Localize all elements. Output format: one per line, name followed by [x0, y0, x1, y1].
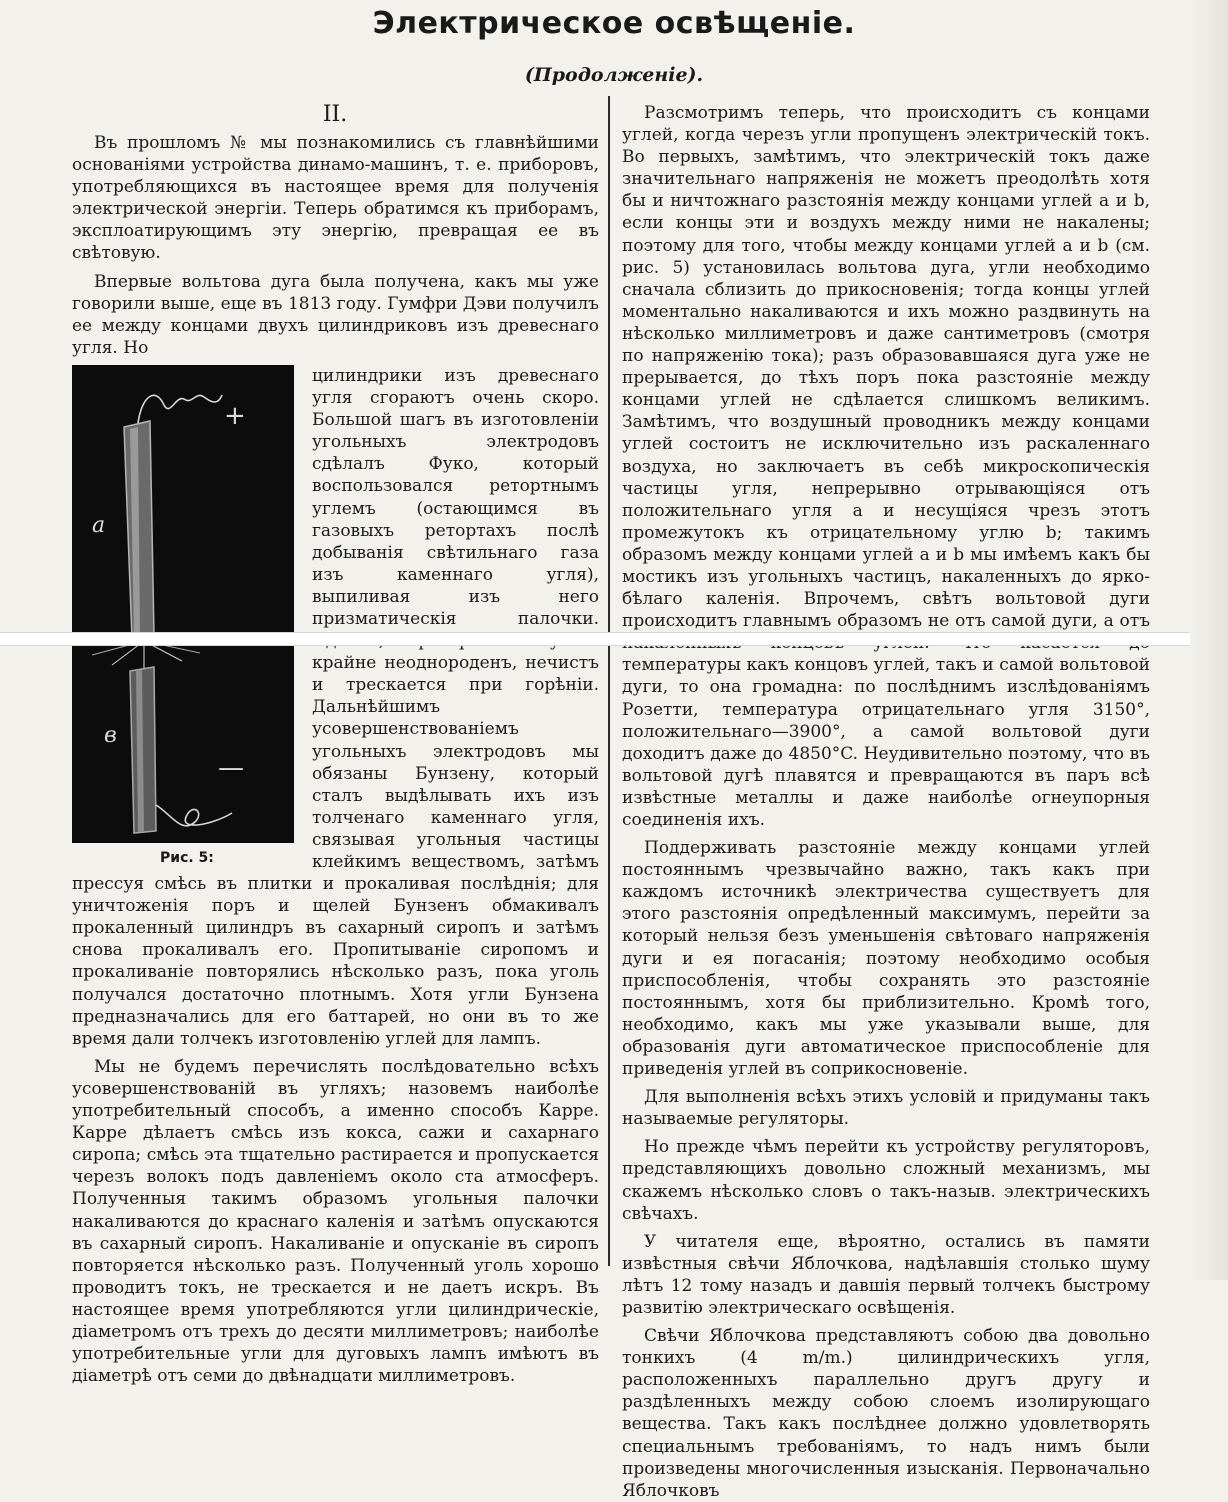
right-paragraph-4: Но прежде чѣмъ перейти къ устройству регуляторовъ, представляющихъ довольно сложный механизмъ, мы скажемъ нѣсколько словъ о такъ-назыв. электрическихъ свѣчахъ.	[622, 1137, 1150, 1224]
article-title: Электрическое освѣщеніе.	[372, 6, 856, 41]
left-paragraph-4: Мы не будемъ перечислять послѣдовательно всѣхъ усовершенствованій въ угляхъ; назовемъ наиболѣе употребительный способъ, а именно способъ Карре. Карре дѣлаетъ смѣсь изъ кокса, сажи и сахарнаго сиропа; смѣсь эта тщательно растирается и пропускается черезъ волокъ подъ давленіемъ около ста атмосферъ. Полученныя такимъ образомъ угольныя палочки накаливаются до краснаго каленія и затѣмъ опускаются въ сахарный сиропъ. Накаливаніе и опусканіе въ сиропъ повторяется нѣсколько разъ. Полученный уголь хорошо проводитъ токъ, не трескается и не даетъ искръ. Въ настоящее время употребляются угли цилиндрическіе, діаметромъ отъ трехъ до десяти миллиметровъ; наиболѣе употребительные угли для дуговыхъ лампъ имѣютъ въ діаметрѣ отъ семи до двѣнадцати миллиметровъ.	[72, 1056, 599, 1387]
right-paragraph-1: Разсмотримъ теперь, что происходитъ съ концами углей, когда черезъ угли пропущенъ электрическій токъ. Во первыхъ, замѣтимъ, что электрическій токъ даже значительнаго напряженія не можетъ преодолѣть хотя бы и ничтожнаго разстоянія между концами углей a и b, если концы эти и воздухъ между ними не накалены; поэтому для того, чтобы между концами углей a и b (см. рис. 5) установилась вольтова дуга, угли необходимо сначала сблизить до прикосновенія; тогда концы углей моментально накаливаются и ихъ можно раздвинуть на нѣсколько миллиметровъ и даже сантиметровъ (смотря по напряженію тока); разъ образовавшаяся дуга уже не прерывается, до тѣхъ поръ пока разстояніе между концами углей не сдѣлается слишкомъ великимъ. Замѣтимъ, что воздушный проводникъ между концами углей состоитъ не исключительно изъ раскаленнаго воздуха, но заключаетъ въ себѣ микроскопическія частицы угля, непрерывно отрывающіяся отъ положительнаго угля a и несущіяся чрезъ этотъ промежутокъ къ отрицательному углю b; такимъ образомъ между концами углей a и b мы имѣемъ какъ бы мостикъ изъ угольныхъ частицъ, накаленныхъ до ярко-бѣлаго каленія. Впрочемъ, свѣтъ вольтовой дуги происходитъ главнымъ образомъ не отъ самой дуги, а отъ температуры какъ концовъ углей, такъ и самой вольтовой дуги, то она громадна: по послѣднимъ изслѣдованіямъ Розетти, температура отрицательнаго угля 3150°, положительнаго—3900°, а самой вольтовой дуги доходитъ даже до 4850°C. Неудивительно поэтому, что въ вольтовой дугѣ плавятся и превращаются въ паръ всѣ извѣстные металлы и даже наиболѣе огнеупорныя соединенія ихъ.	[622, 103, 1150, 830]
right-paragraph-5: У читателя еще, вѣроятно, остались въ памяти извѣстныя свѣчи Яблочкова, надѣлавшія столько шуму лѣтъ 12 тому назадъ и давшія первый толчекъ быстрому развитію электрическаго освѣщенія.	[622, 1231, 1150, 1318]
left-paragraph-2: Впервые вольтова дуга была получена, какъ мы уже говорили выше, еще въ 1813 году. Гумфри Дэви получилъ ее между концами двухъ цилиндриковъ изъ древеснаго угля. Но	[72, 271, 599, 358]
figure-carbon-electrodes	[72, 365, 294, 843]
figure-label-a: a	[92, 512, 106, 538]
page-edge-shadow	[1190, 0, 1228, 1280]
right-paragraph-2: Поддерживать разстояніе между концами углей постояннымъ чрезвычайно важно, такъ какъ при каждомъ источникѣ электричества существуетъ для этого разстоянія опредѣленный максимумъ, перейти за который нельзя безъ уменьшенія свѣтоваго напряженія дуги и ея погасанія; поэтому необходимо особыя приспособленія, чтобы сохранять это разстояніе постояннымъ, хотя бы приблизительно. Кромѣ того, необходимо, какъ мы уже указывали выше, для образованія дуги автоматическое приспособленіе для приведенія углей въ соприкосновеніе.	[622, 838, 1150, 1080]
right-column	[622, 102, 1150, 1501]
electrodes-drawing	[72, 365, 294, 843]
article-subtitle: (Продолженіе).	[524, 64, 704, 86]
left-paragraph-1: Въ прошломъ № мы познакомились съ главнѣйшими основаніями устройства динамо-машинъ, т. е. приборовъ, употребляющихся въ настоящее время для полученія электрической энергіи. Теперь обратимся къ приборамъ, эксплоатирующимъ эту энергію, превращая ее въ свѣтовую.	[72, 133, 599, 264]
section-number: II.	[322, 102, 348, 127]
right-paragraph-6: Свѣчи Яблочкова представляютъ собою два довольно тонкихъ (4 m/m.) цилиндрическихъ угля, расположенныхъ параллельно другъ другу и раздѣленныхъ между собою слоемъ изолирующаго вещества. Такъ какъ послѣднее должно удовлетворять специальнымъ требованіямъ, то надъ нимъ были произведены многочисленныя изысканія. Первоначально Яблочковъ	[622, 1326, 1150, 1501]
figure-sign-minus: —	[218, 752, 244, 783]
figure-sign-plus: +	[224, 400, 246, 431]
figure-caption	[72, 847, 294, 869]
figure-caption-text: Рис. 5:	[160, 849, 214, 866]
right-paragraph-3: Для выполненія всѣхъ этихъ условій и придуманы такъ называемые регуляторы.	[622, 1087, 1150, 1130]
column-divider	[608, 96, 610, 1266]
left-column	[72, 132, 599, 1387]
figure-label-b: в	[104, 722, 117, 748]
left-paragraph-3: цилиндрики изъ древеснаго угля сгораютъ очень скоро. Большой шагъ въ изготовленіи угольныхъ электродовъ сдѣлалъ Фуко, который воспользовался ретортнымъ углемъ (остающимся въ газовыхъ ретортахъ послѣ добыванія свѣтильнаго газа изъ каменнаго угля), выпиливая изъ него призматическія палочки. крайне неоднороденъ, нечистъ и трескается при горѣніи. Дальнѣйшимъ усовершенствованіемъ угольныхъ электродовъ мы обязаны Бунзену, который сталъ выдѣлывать ихъ изъ толченаго каменнаго угля, связывая угольныя частицы клейкимъ веществомъ, затѣмъ прессуя смѣсь въ плитки и прокаливая послѣднія; для уничтоженія поръ и щелей Бунзенъ обмакивалъ прокаленный цилиндръ въ сахарный сиропъ и затѣмъ снова прокаливалъ его. Пропитываніе сиропомъ и прокаливаніе повторялись нѣсколько разъ, пока уголь получался достаточно плотнымъ. Хотя угли Бунзена предназначались для его баттарей, но они въ то же время дали толчекъ изготовленію углей для лампъ.	[72, 365, 599, 1049]
scan-seam	[0, 632, 1228, 646]
